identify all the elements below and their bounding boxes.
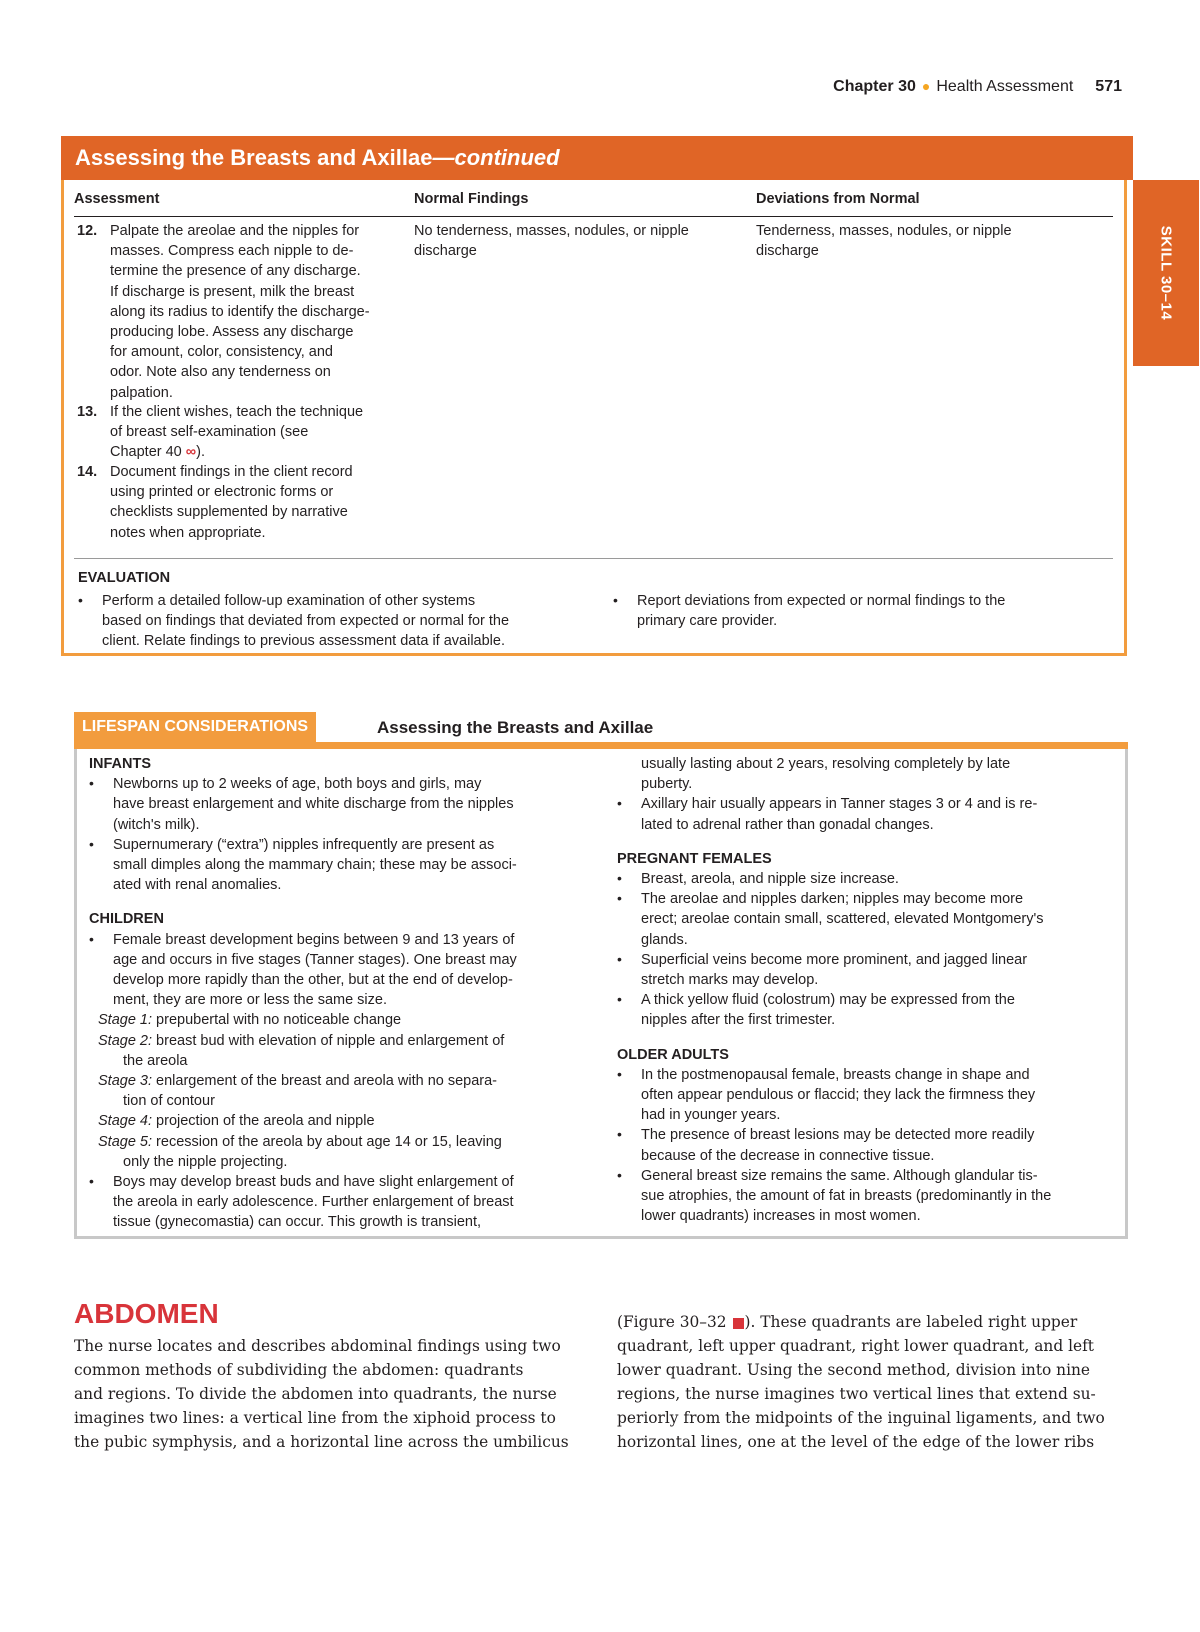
infants-heading: INFANTS	[89, 756, 152, 772]
pregnant-item: • Breast, areola, and nipple size increase.	[617, 870, 899, 888]
lifespan-label: LIFESPAN CONSIDERATIONS	[74, 712, 316, 742]
tanner-stage-1: Stage 1: prepubertal with no noticeable change	[98, 1012, 402, 1029]
column-header-assessment: Assessment	[74, 191, 160, 207]
bullet-dot-icon: ●	[921, 78, 931, 94]
header-rule	[74, 216, 1113, 217]
children-item: • Female breast development begins between 9 and 13 years of	[89, 930, 515, 948]
axillary-item: • Axillary hair usually appears in Tanner stages 3 or 4 and is re-	[617, 795, 1038, 813]
pregnant-heading: PREGNANT FEMALES	[617, 850, 772, 867]
skill-title-suffix: —continued	[432, 145, 560, 170]
page-number: 571	[1095, 78, 1122, 95]
step-12-deviation: Tenderness, masses, nodules, or nipple discharge	[756, 223, 1012, 260]
abdomen-body-right: (Figure 30–32 ). These quadrants are labeled right upper quadrant, left upper quadrant, right lower quadrant, and left lower quadrant. Using the second method, division into nine regions, the nurse imagines two vertical lines that extend su- periorly from the midpoints of the inguinal ligaments, and two horizontal lines, one at the level of the edge of the lower ribs	[617, 1313, 1105, 1451]
older-item: • In the postmenopausal female, breasts change in shape and	[617, 1065, 1030, 1083]
lifespan-left-column: INFANTS • Newborns up to 2 weeks of age, both boys and girls, may have breast enlargement and white discharge from the nipples (witch's milk). • Supernumerary (“extra”) nipples infrequently are present as small dimples along the mammary chain; these may be associ- ated with renal anomalies. CHILDREN • Female breast development begins between 9 and 13 years of age and occurs in five stages (Tanner stages). One breast may develop more rapidly than the other, but at the end of develop- ment, they are more or less the same size. Stage 1: prepubertal with no noticeable change Stage 2: breast bud with elevation of nipple and enlargement of the areola Stage 3: enlargement of the breast and areola with no separa- tion of contour Stage 4: projection of the areola and nipple Stage 5: recession of the areola by about age 14 or 15, leaving only the nipple projecting. • Boys may develop breast buds and have slight enlargement of the areola in early adolescence. Further enlargement of breast tissue (gynecomastia) can occur. This growth is transient,	[89, 754, 599, 1233]
abdomen-heading: ABDOMEN	[74, 1298, 219, 1329]
skill-side-tab	[1133, 180, 1199, 366]
evaluation-item-right: • Report deviations from expected or normal findings to the primary care provider.	[613, 592, 1006, 629]
infants-item: • Supernumerary (“extra”) nipples infrequently are present as	[89, 835, 495, 853]
lifespan-title: Assessing the Breasts and Axillae	[377, 718, 654, 737]
tanner-stage-5: Stage 5: recession of the areola by about age 14 or 15, leaving only the nipple projecting.	[98, 1133, 502, 1170]
column-header-deviations: Deviations from Normal	[756, 191, 920, 207]
pregnant-item: • A thick yellow fluid (colostrum) may be expressed from the	[617, 991, 1015, 1009]
infants-item: • Newborns up to 2 weeks of age, both boys and girls, may	[89, 775, 482, 793]
lifespan-rule	[74, 742, 1128, 749]
column-header-normal: Normal Findings	[414, 191, 529, 207]
skill-title: Assessing the Breasts and Axillae—continued	[75, 145, 560, 170]
skill-side-tab-label: SKILL 30–14	[1157, 225, 1175, 321]
pregnant-item: • Superficial veins become more prominent, and jagged linear	[617, 950, 1028, 968]
children-heading: CHILDREN	[89, 911, 164, 928]
cross-reference-link-icon[interactable]: ∞	[185, 444, 197, 461]
pregnant-item: • The areolae and nipples darken; nipples may become more	[617, 890, 1024, 908]
running-header	[700, 78, 1122, 96]
bullet-icon: •	[78, 592, 83, 608]
older-item: • General breast size remains the same. Although glandular tis-	[617, 1166, 1038, 1184]
step-13-text: If the client wishes, teach the technique of breast self-examination (see Chapter 40 ∞).	[110, 404, 364, 461]
tanner-stage-3: Stage 3: enlargement of the breast and areola with no separa- tion of contour	[98, 1073, 498, 1110]
lifespan-right-column: usually lasting about 2 years, resolving completely by late puberty. • Axillary hair usually appears in Tanner stages 3 or 4 and is re- lated to adrenal rather than gonadal changes. PREGNANT FEMALES • Breast, areola, and nipple size increase. • The areolae and nipples darken; nipples may become more erect; areolae contain small, scattered, elevated Montgomery's glands. • Superficial veins become more prominent, and jagged linear stretch marks may develop. • A thick yellow fluid (colostrum) may be expressed from the nipples after the first trimester. OLDER ADULTS • In the postmenopausal female, breasts change in shape and often appear pendulous or flaccid; they lack the firmness they had in younger years. • The presence of breast lesions may be detected more readily because of the decrease in connective tissue. • General breast size remains the same. Although glandular tis- sue atrophies, the amount of fat in breasts (predominantly in the lower quadrants) increases in most women.	[617, 754, 1117, 1226]
older-item: • The presence of breast lesions may be detected more readily	[617, 1126, 1035, 1144]
step-12-normal: No tenderness, masses, nodules, or nipple discharge	[414, 223, 689, 260]
children-item: • Boys may develop breast buds and have slight enlargement of	[89, 1173, 514, 1191]
step-14-text: Document findings in the client record using printed or electronic forms or checklists supplemented by narrative notes when appropriate.	[110, 464, 353, 541]
skill-title-bar	[61, 136, 1133, 180]
figure-reference-icon[interactable]	[733, 1318, 744, 1329]
step-12-text: Palpate the areolae and the nipples for masses. Compress each nipple to de- termine the presence of any discharge. If discharge is present, milk the breast along its radius to identify the discharge- producing lobe. Assess any discharge for amount, color, consistency, and odor. Note also any tenderness on palpation.	[110, 223, 370, 401]
abdomen-body-left: The nurse locates and describes abdominal findings using two common methods of subdividing the abdomen: quadrants and regions. To divide the abdomen into quadrants, the nurse imagines two lines: a vertical line from the xiphoid process to the pubic symphysis, and a horizontal line across the umbilicus	[74, 1337, 569, 1451]
tanner-stage-2: Stage 2: breast bud with elevation of nipple and enlargement of the areola	[98, 1032, 505, 1069]
evaluation-item-left: • Perform a detailed follow-up examination of other systems based on findings that deviated from expected or normal for the client. Relate findings to previous assessment data if available.	[78, 592, 510, 649]
older-adults-heading: OLDER ADULTS	[617, 1046, 729, 1063]
chapter-label: Chapter 30	[833, 78, 916, 95]
bullet-icon: •	[613, 592, 618, 608]
evaluation-heading: EVALUATION	[78, 570, 171, 586]
tanner-stage-4: Stage 4: projection of the areola and nipple	[98, 1113, 375, 1130]
evaluation-rule	[74, 558, 1113, 559]
section-label: Health Assessment	[936, 78, 1074, 95]
